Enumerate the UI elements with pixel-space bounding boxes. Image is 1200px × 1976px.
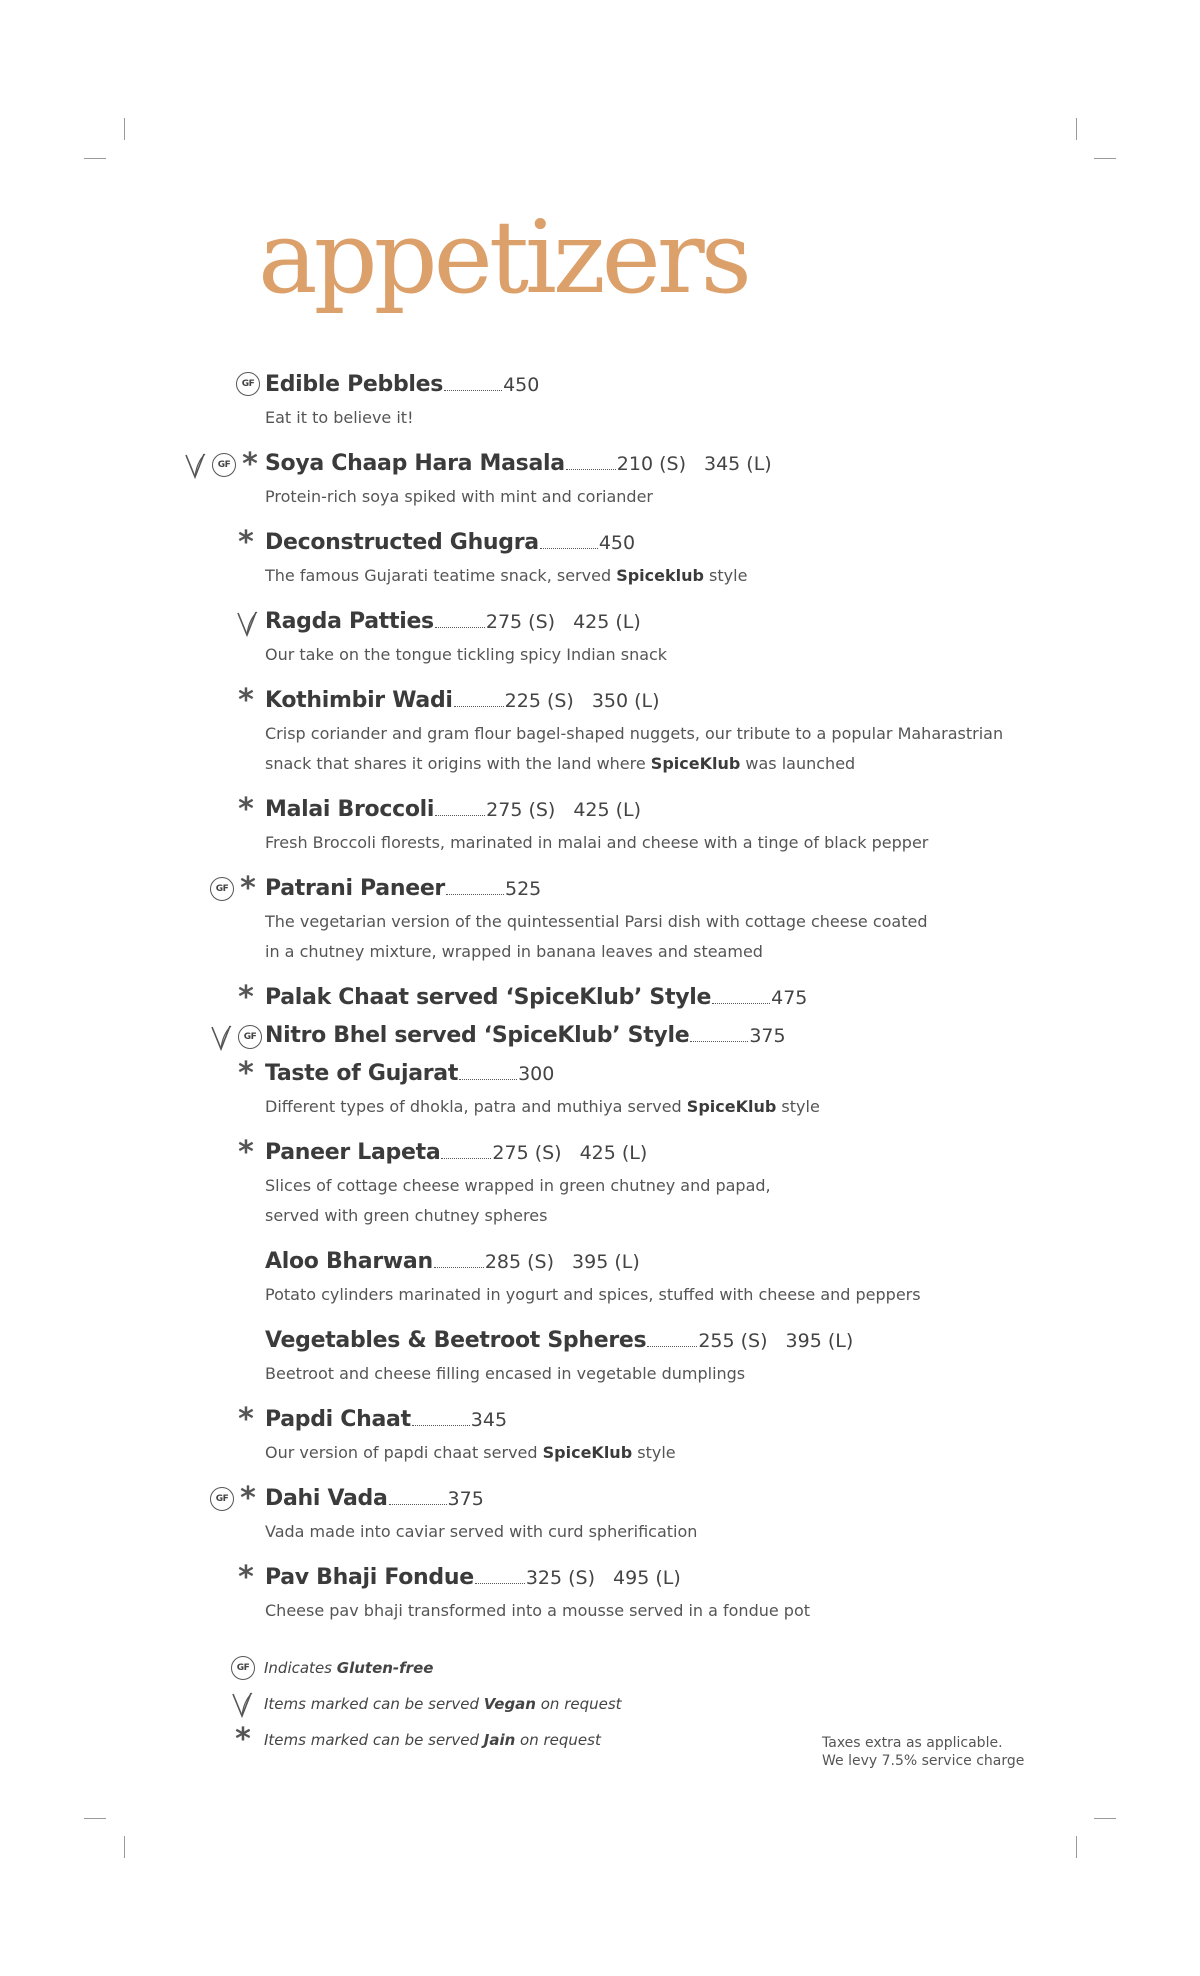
leader-dots (454, 705, 504, 707)
leader-dots (446, 893, 504, 895)
menu-item (0, 525, 1200, 591)
item-price: 450 (503, 374, 540, 396)
item-price: 375 (749, 1025, 786, 1047)
asterisk-icon: * (238, 1560, 254, 1595)
menu-item (0, 1021, 1200, 1051)
asterisk-icon: * (240, 1481, 256, 1516)
asterisk-icon: * (240, 871, 256, 906)
item-description: Protein-rich soya spiked with mint and coriander (265, 487, 653, 506)
leaf-v-icon (236, 609, 260, 637)
item-price: 475 (771, 987, 808, 1009)
item-description: Slices of cottage cheese wrapped in green chutney and papad, (265, 1176, 771, 1195)
item-name: Papdi Chaat (265, 1407, 411, 1432)
leader-dots (690, 1040, 748, 1042)
tax-note-line-1: Taxes extra as applicable. (822, 1735, 1003, 1751)
item-description: Eat it to believe it! (265, 408, 414, 427)
item-description: in a chutney mixture, wrapped in banana leaves and steamed (265, 942, 763, 961)
legend (222, 1652, 622, 1760)
item-price-large: 395 (L) (572, 1251, 640, 1273)
item-name: Paneer Lapeta (265, 1140, 441, 1165)
asterisk-icon: * (238, 683, 254, 718)
leader-dots (434, 1266, 484, 1268)
item-description: Crisp coriander and gram flour bagel-shaped nuggets, our tribute to a popular Maharastrian (265, 724, 1004, 743)
item-description: Beetroot and cheese filling encased in vegetable dumplings (265, 1364, 746, 1383)
crop-mark (84, 158, 106, 159)
item-description: Vada made into caviar served with curd spherification (265, 1522, 698, 1541)
menu-item (0, 1247, 1200, 1310)
item-name: Pav Bhaji Fondue (265, 1565, 474, 1590)
item-description: Our version of papdi chaat served SpiceKlub style (265, 1443, 676, 1462)
item-price: 210 (S) (616, 453, 686, 475)
leader-dots (389, 1503, 447, 1505)
item-description: Fresh Broccoli florests, marinated in malai and cheese with a tinge of black pepper (265, 833, 929, 852)
asterisk-icon: * (238, 980, 254, 1015)
menu-item (0, 683, 1200, 779)
menu-item (0, 370, 1200, 433)
item-name: Malai Broccoli (265, 797, 435, 822)
menu-item (0, 792, 1200, 858)
legend-vegan (222, 1688, 622, 1720)
item-price-large: 495 (L) (613, 1567, 681, 1589)
leader-dots (475, 1582, 525, 1584)
gf-circle-icon: GF (210, 1487, 234, 1511)
item-price: 275 (S) (485, 611, 556, 633)
leader-dots (459, 1078, 517, 1080)
leaf-v-icon (184, 451, 208, 479)
item-description: served with green chutney spheres (265, 1206, 548, 1225)
item-price: 275 (S) (492, 1142, 562, 1164)
page-title: appetizers (258, 199, 748, 316)
legend-vegan-text: Items marked can be served Vegan on request (264, 1695, 622, 1713)
item-price: 375 (447, 1488, 484, 1510)
item-description: The vegetarian version of the quintessential Parsi dish with cottage cheese coated (265, 912, 928, 931)
crop-mark (1076, 1836, 1077, 1858)
legend-gluten-free-text: Indicates Gluten-free (264, 1659, 434, 1677)
asterisk-icon: * (238, 1056, 254, 1091)
item-price: 225 (S) (504, 690, 574, 712)
leader-dots (566, 468, 616, 470)
item-price-large: 425 (L) (573, 799, 642, 821)
item-name: Ragda Patties (265, 609, 434, 634)
item-description: Different types of dhokla, patra and muthiya served SpiceKlub style (265, 1097, 820, 1116)
gf-circle-icon: GF (236, 372, 260, 396)
asterisk-icon: * (242, 447, 258, 482)
item-price: 525 (505, 878, 542, 900)
leader-dots (712, 1002, 770, 1004)
item-price-large: 425 (L) (573, 611, 641, 633)
item-price: 450 (598, 532, 636, 554)
menu-item (0, 1056, 1200, 1122)
asterisk-icon: * (238, 1135, 254, 1170)
item-name: Edible Pebbles (265, 372, 444, 397)
menu-item (0, 1326, 1200, 1389)
item-name: Palak Chaat served ‘SpiceKlub’ Style (265, 985, 712, 1010)
menu-item (0, 1402, 1200, 1468)
leader-dots (435, 814, 485, 816)
item-name: Taste of Gujarat (265, 1061, 459, 1086)
leader-dots (444, 389, 502, 391)
item-name: Patrani Paneer (265, 876, 445, 901)
gf-circle-icon: GF (231, 1656, 255, 1680)
item-description: Cheese pav bhaji transformed into a mousse served in a fondue pot (265, 1601, 811, 1620)
item-description: The famous Gujarati teatime snack, served Spiceklub style (265, 566, 748, 585)
menu-item (0, 449, 1200, 512)
item-price: 275 (S) (486, 799, 556, 821)
item-description: Potato cylinders marinated in yogurt and spices, stuffed with cheese and peppers (265, 1285, 921, 1304)
leader-dots (412, 1424, 470, 1426)
leader-dots (647, 1345, 697, 1347)
menu-items-list (0, 370, 1200, 1642)
legend-jain-text: Items marked can be served Jain on request (264, 1731, 601, 1749)
leaf-v-icon (231, 1690, 255, 1718)
asterisk-icon: * (238, 1402, 254, 1437)
menu-item (0, 871, 1200, 967)
leader-dots (540, 547, 598, 549)
item-description: snack that shares it origins with the land where SpiceKlub was launched (265, 754, 856, 773)
item-price-large: 345 (L) (704, 453, 772, 475)
item-name: Kothimbir Wadi (265, 688, 453, 713)
crop-mark (124, 118, 125, 140)
asterisk-icon: * (235, 1722, 251, 1757)
menu-item (0, 1135, 1200, 1231)
item-price: 325 (S) (525, 1567, 596, 1589)
item-price: 345 (470, 1409, 508, 1431)
item-price: 255 (S) (698, 1330, 768, 1352)
item-name: Deconstructed Ghugra (265, 530, 539, 555)
item-name: Aloo Bharwan (265, 1249, 433, 1274)
menu-item (0, 607, 1200, 670)
gf-circle-icon: GF (210, 877, 234, 901)
item-name: Vegetables & Beetroot Spheres (265, 1328, 647, 1353)
asterisk-icon: * (238, 792, 254, 827)
asterisk-icon: * (238, 525, 254, 560)
legend-gluten-free (222, 1652, 622, 1684)
gf-circle-icon: GF (212, 453, 236, 477)
item-name: Soya Chaap Hara Masala (265, 451, 565, 476)
item-price-large: 350 (L) (591, 690, 660, 712)
menu-item (0, 1481, 1200, 1547)
item-name: Nitro Bhel served ‘SpiceKlub’ Style (265, 1023, 690, 1048)
leader-dots (441, 1157, 491, 1159)
item-price: 285 (S) (484, 1251, 555, 1273)
leader-dots (435, 626, 485, 628)
crop-mark (1094, 158, 1116, 159)
item-price: 300 (518, 1063, 555, 1085)
menu-item (0, 980, 1200, 1015)
gf-circle-icon: GF (238, 1025, 262, 1049)
crop-mark (84, 1818, 106, 1819)
tax-note-line-2: We levy 7.5% service charge (822, 1753, 1025, 1769)
item-name: Dahi Vada (265, 1486, 388, 1511)
item-price-large: 425 (L) (579, 1142, 648, 1164)
legend-jain (222, 1724, 622, 1756)
crop-mark (1076, 118, 1077, 140)
item-price-large: 395 (L) (785, 1330, 854, 1352)
crop-mark (1094, 1818, 1116, 1819)
item-description: Our take on the tongue tickling spicy Indian snack (265, 645, 668, 664)
leaf-v-icon (210, 1023, 234, 1051)
crop-mark (124, 1836, 125, 1858)
tax-note (822, 1734, 1024, 1770)
menu-item (0, 1560, 1200, 1626)
